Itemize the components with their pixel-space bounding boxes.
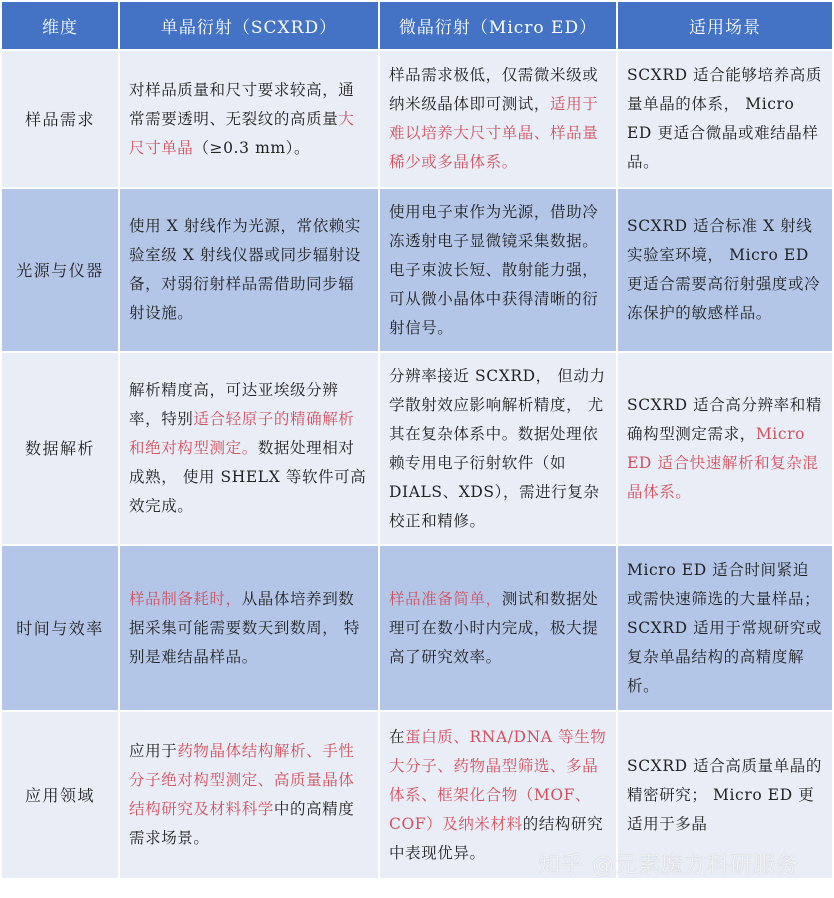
cell-text: 解析精度高，可达亚埃级分辨率，特别: [129, 381, 339, 428]
scxrd-cell: [120, 712, 378, 878]
scenario-cell: [618, 189, 832, 351]
header-scxrd: 单晶衍射（SCXRD）: [120, 2, 378, 49]
scxrd-cell: [120, 189, 378, 351]
dimension-cell: 光源与仪器: [2, 189, 118, 351]
microed-cell: [380, 353, 616, 544]
cell-text: 从晶体培养到数据采集可能需要数天到数周， 特别是难结晶样品。: [129, 589, 360, 666]
cell-text: 应用于: [129, 742, 178, 760]
scxrd-cell: [120, 546, 378, 710]
highlighted-text: 适合轻原子的精确解析和绝对构型测定。: [129, 410, 355, 457]
cell-text: 在: [389, 727, 406, 746]
watermark: 知乎 @元素魔方科研服务: [538, 853, 799, 878]
table-row: [2, 189, 832, 351]
scxrd-cell: [120, 51, 378, 187]
scenario-cell: [618, 353, 832, 544]
header-row: [2, 2, 832, 49]
highlighted-text: 适用于难以培养大尺寸单晶、样品量稀少或多晶体系。: [389, 95, 599, 171]
microed-cell: [380, 546, 616, 710]
scenario-cell: [618, 546, 832, 710]
highlighted-text: 样品准备简单，: [389, 589, 502, 608]
scxrd-cell: [120, 353, 378, 544]
highlighted-text: Micro ED 适合快速解析和复杂混晶体系。: [627, 424, 819, 501]
cell-text: SCXRD 适合高质量单晶的精密研究； Micro ED 更适用于多晶: [627, 756, 822, 833]
cell-text: 样品需求极低，仅需微米级或纳米级晶体即可测试，: [389, 66, 599, 113]
dimension-cell: 数据解析: [2, 353, 118, 544]
highlighted-text: 药物晶体结构解析、手性分子绝对构型测定、高质量晶体结构研究及材料科学: [129, 742, 355, 818]
table-row: [2, 546, 832, 710]
cell-text: 的结构研究中表现优异。: [389, 814, 604, 862]
dimension-cell: 应用领域: [2, 712, 118, 878]
table-row: [2, 353, 832, 544]
cell-text: 数据处理相对成熟， 使用 SHELX 等软件可高效完成。: [129, 439, 367, 515]
scenario-cell: [618, 51, 832, 187]
cell-text: Micro ED 适合时间紧迫或需快速筛选的大量样品； SCXRD 适用于常规研究或复杂单晶结构的高精度解析。: [627, 560, 822, 695]
cell-text: 使用电子束作为光源，借助冷冻透射电子显微镜采集数据。电子束波长短、散射能力强，可从微小晶体中获得清晰的衍射信号。: [389, 202, 599, 337]
cell-text: SCXRD 适合标准 X 射线实验室环境， Micro ED 更适合需要高衍射强度或冷冻保护的敏感样品。: [627, 217, 821, 322]
cell-text: 测试和数据处理可在数小时内完成，极大提高了研究效率。: [389, 589, 599, 666]
cell-text: SCXRD 适合能够培养高质量单晶的体系， Micro ED 更适合微晶或难结晶样品。: [627, 66, 822, 171]
dimension-cell: 样品需求: [2, 51, 118, 187]
cell-text: 对样品质量和尺寸要求较高，通常需要透明、无裂纹的高质量: [129, 80, 355, 128]
header-dimension: 维度: [2, 2, 118, 49]
cell-text: 分辨率接近 SCXRD， 但动力学散射效应影响解析精度， 尤其在复杂体系中。数据处理依赖专用电子衍射软件（如 DIALS、XDS），需进行复杂校正和精修。: [389, 366, 606, 530]
table-row: [2, 51, 832, 187]
cell-text: （≥0.3 mm）。: [193, 138, 311, 157]
microed-cell: [380, 51, 616, 187]
cell-text: 中的高精度需求场景。: [129, 800, 355, 847]
highlighted-text: 样品制备耗时，: [129, 589, 242, 608]
header-microed: 微晶衍射（Micro ED）: [380, 2, 616, 49]
dimension-cell: 时间与效率: [2, 546, 118, 710]
highlighted-text: 蛋白质、RNA/DNA 等生物大分子、药物晶型筛选、多晶体系、框架化合物（MOF、COF）及纳米材料: [389, 727, 607, 833]
highlighted-text: 大尺寸单晶: [129, 109, 355, 157]
cell-text: SCXRD 适合高分辨率和精确构型测定需求，: [627, 395, 822, 443]
header-scenario: 适用场景: [618, 2, 832, 49]
cell-text: 使用 X 射线作为光源，常依赖实验室级 X 射线仪器或同步辐射设备，对弱衍射样品需借助同步辐射设施。: [129, 217, 361, 322]
microed-cell: [380, 189, 616, 351]
